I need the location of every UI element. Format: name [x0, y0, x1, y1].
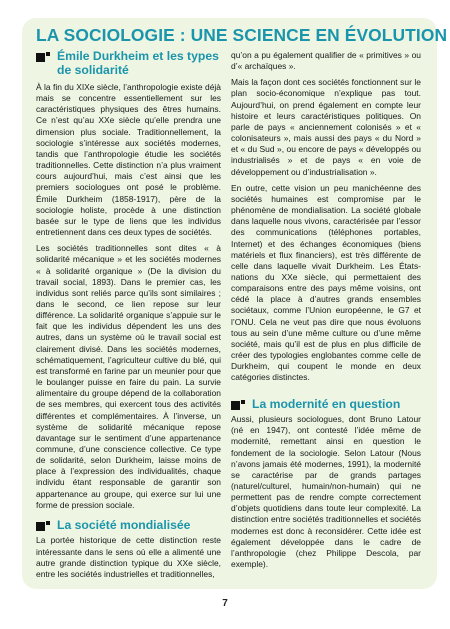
paragraph: Les sociétés traditionnelles sont dites « à solidarité mécanique » et les sociétés modernes « à solidarité organique » (De la division du travail social, 1893). Dans le premier cas, les individus sont reliés parce qu’ils sont similaires ; dans le second, ce lien repose sur leur différence. La solidarité organique s’appuie sur le fait que les individus dépendent les uns des autres, dans un système où le travail social est clairement divisé. Dans les sociétés modernes, schématiquement, l’agriculteur cultive du blé, qui est transformé en farine par un meunier pour que le boulanger puisse en faire du pain. La survie alimentaire du groupe dépend de la collaboration de ses membres, qui exercent tous des activités différentes et complémentaires. À l’inverse, un système de solidarité mécanique repose davantage sur le sentiment d’une appartenance commune, d’une conscience collective. Ce type de solidarité, selon Durkheim, laisse moins de place à l’expression des individualités, chaque individu étant responsable de garantir son appartenance au groupe, qui exerce sur lui une forme de pression sociale. [36, 243, 221, 510]
section-heading-text: La modernité en question [252, 396, 401, 411]
paragraph: La portée historique de cette distinction reste intéressante dans le sens où elle a alimenté une autre grande distinction typique du XXe siècle, entre les sociétés industrielles et traditionnelles, [36, 535, 221, 579]
section-heading-mondialisee [36, 519, 221, 533]
paragraph: Mais la façon dont ces sociétés fonctionnent sur le plan socio-économique n’explique pas tout. Aujourd’hui, on prend également en compte leur histoire et leurs caractéristiques politiques. On parle de pays « anciennement colonisés » et « colonisateurs », mais aussi des pays « du Nord » et « du Sud », ou encore de pays « développés ou industrialisés » et de pays « en voie de développement ou d’industrialisation ». [231, 77, 421, 177]
square-bullet-icon [231, 400, 245, 410]
paragraph: En outre, cette vision un peu manichéenne des sociétés humaines est compromise par le phénomène de mondialisation. La société globale dans laquelle nous vivons, caractérisée par l’essor des communications (téléphones portables, Internet) et des échanges économiques (biens matériels et flux financiers), est très différente de celle dans laquelle vivait Durkheim. Les États-nations du XXe siècle, qui permettaient des comparaisons entre des pays même voisins, ont cédé la place à d’autres grands ensembles sociétaux, comme l’Union européenne, le G7 et l’ONU. Cela ne veut pas dire que nous évoluons tous au sein d’une même culture ou d’une même société, mais qu’il est de plus en plus difficile de créer des typologies englobantes comme celle de Durkheim, qui coupent le monde en deux catégories distinctes. [231, 182, 421, 383]
paragraph: Aussi, plusieurs sociologues, dont Bruno Latour (né en 1947), ont contesté l’idée même de modernité, remettant ainsi en question le fondement de la sociologie. Selon Latour (Nous n’avons jamais été modernes, 1991), la modernité se caractérise par de grands partages (naturel/culturel, humain/non-humain) qui ne permettent pas de rendre compte correctement d’objets quotidiens dans toute leur complexité. La distinction entre sociétés traditionnelles et sociétés modernes est donc à reconsidérer. Cette idée est également développée dans le cadre de l’anthropologie (chez Philippe Descola, par exemple). [231, 414, 421, 570]
right-column [231, 50, 421, 575]
left-column [36, 50, 221, 585]
section-heading-text: Émile Durkheim et les types de solidarité [57, 49, 219, 77]
section-heading-durkheim [36, 50, 221, 77]
page-number: 7 [222, 598, 228, 609]
paragraph: À la fin du XIXe siècle, l’anthropologie existe déjà mais se concentre essentiellement sur les caractéristiques physiques des êtres humains. Ce n’est qu’au XXe siècle qu’elle prendra une dimension plus sociale. Traditionnellement, la sociologie s’intéresse aux sociétés modernes, tandis que l’anthropologie étudie les sociétés traditionnelles. Cette distinction n’a plus vraiment cours aujourd’hui, mais c’est ainsi que les premiers sociologues ont posé le problème. Émile Durkheim (1858-1917), père de la sociologie holiste, procède à une distinction basée sur le type de liens que les individus entretiennent dans ces deux types de sociétés. [36, 82, 221, 238]
paragraph: qu’on a pu également qualifier de « primitives » ou d’« archaïques ». [231, 50, 421, 72]
square-bullet-icon [36, 521, 50, 531]
section-heading-modernite [231, 398, 421, 412]
section-heading-text: La société mondialisée [57, 517, 191, 532]
page-title: LA SOCIOLOGIE : UNE SCIENCE EN ÉVOLUTION [36, 25, 448, 45]
square-bullet-icon [36, 52, 50, 62]
